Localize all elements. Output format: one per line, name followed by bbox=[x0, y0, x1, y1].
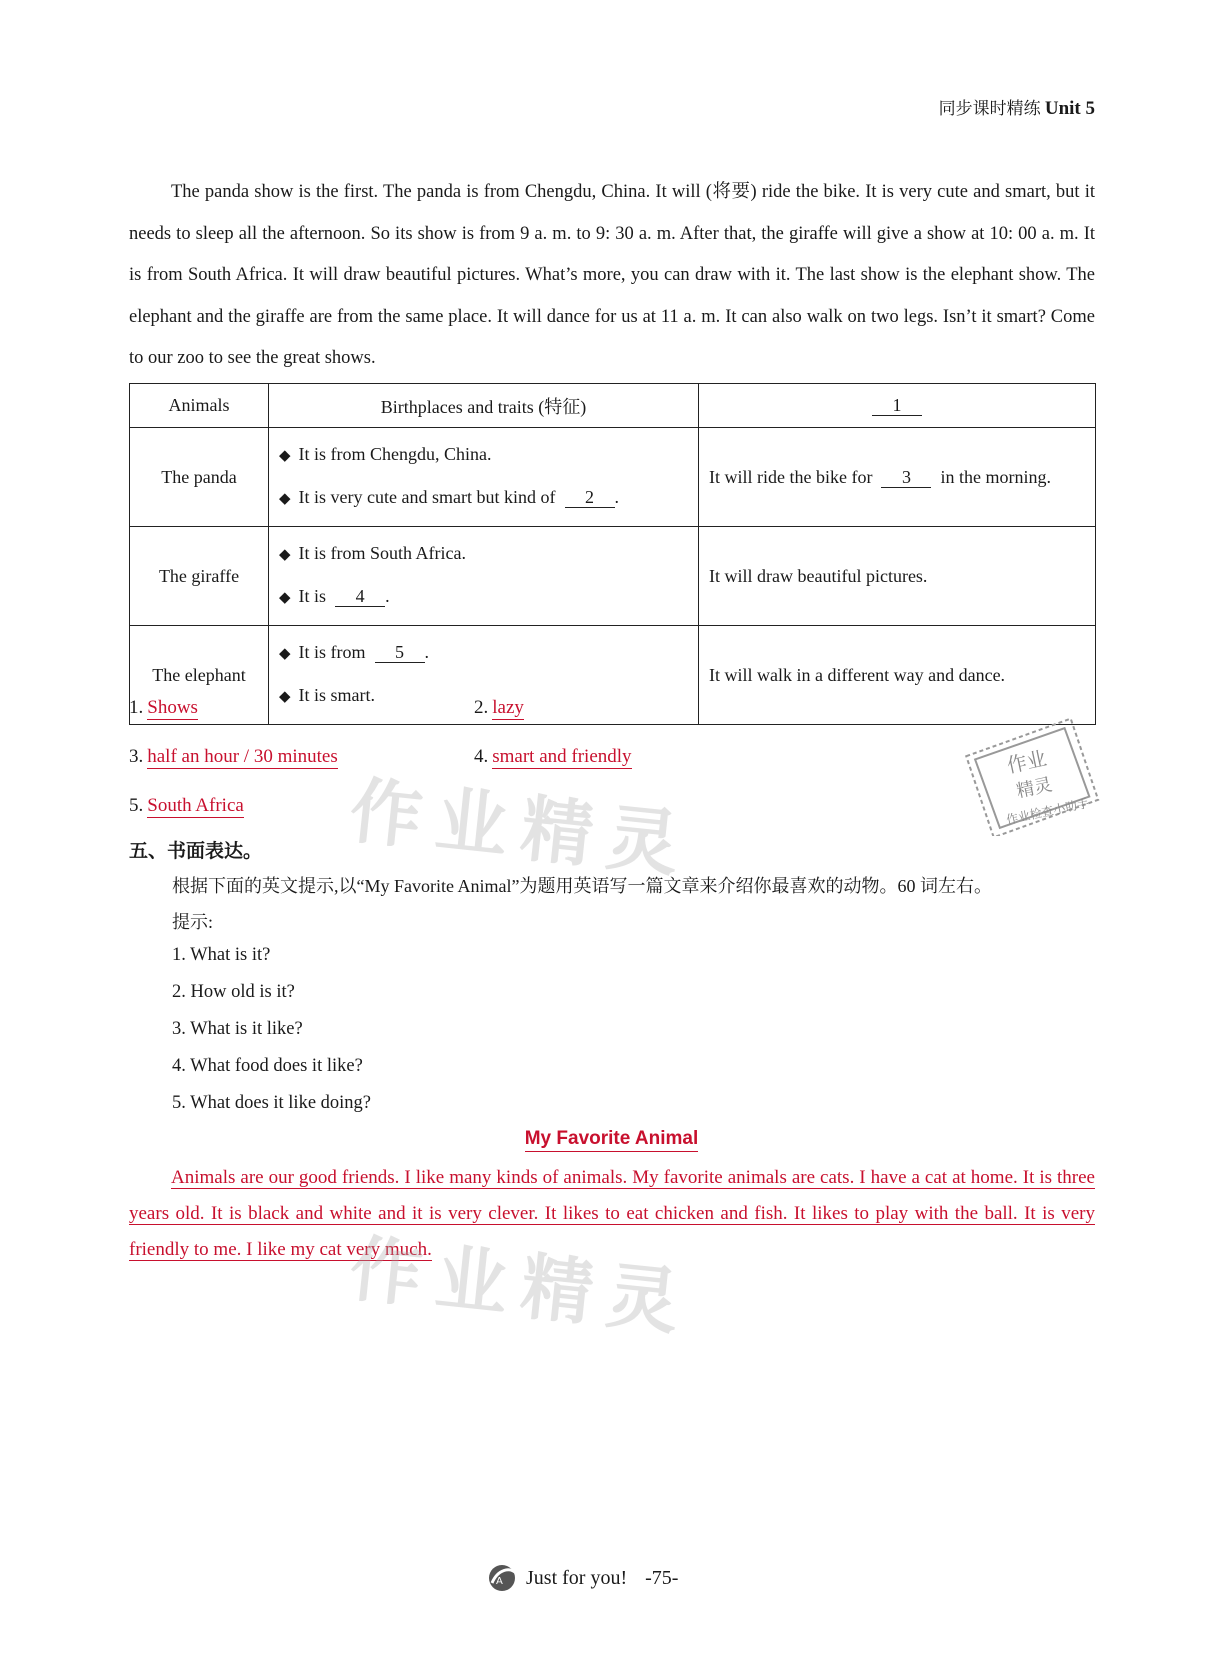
header-blank-1 bbox=[699, 384, 1096, 428]
hint-question: 4. What food does it like? bbox=[172, 1056, 363, 1076]
stamp-logo bbox=[962, 718, 1102, 836]
answer-number: 4. bbox=[474, 746, 489, 767]
animal-cell: The giraffe bbox=[130, 527, 269, 626]
trait-text: It is very cute and smart but kind of bbox=[298, 487, 556, 507]
stamp-text-3: 作业检查小助手 bbox=[1004, 795, 1091, 828]
blank-5: 5 bbox=[375, 642, 425, 663]
diamond-bullet-icon: ◆ bbox=[279, 491, 291, 507]
hint-question: 2. How old is it? bbox=[172, 982, 295, 1002]
diamond-bullet-icon: ◆ bbox=[279, 448, 291, 464]
answer-number: 1. bbox=[129, 697, 144, 718]
answer-number: 3. bbox=[129, 746, 144, 767]
footer-logo-icon bbox=[484, 1563, 520, 1593]
hint-label: 提示: bbox=[172, 912, 214, 932]
header-animals: Animals bbox=[130, 384, 269, 428]
hint-question: 1. What is it? bbox=[172, 945, 271, 965]
answer-4 bbox=[474, 746, 632, 768]
animal-cell: The panda bbox=[130, 428, 269, 527]
page-number: -75- bbox=[645, 1566, 679, 1589]
traits-cell bbox=[269, 428, 699, 527]
trait-punct: . bbox=[385, 586, 390, 606]
stamp-text-2: 精灵 bbox=[1014, 774, 1055, 803]
trait-text: It is from South Africa. bbox=[298, 543, 467, 563]
answer-text: smart and friendly bbox=[492, 746, 632, 767]
watermark: 作业精灵 bbox=[345, 1226, 697, 1346]
trait-text: It is from Chengdu, China. bbox=[298, 444, 492, 464]
writing-instruction: 根据下面的英文提示,以“My Favorite Animal”为题用英语写一篇文章来介绍你最喜欢的动物。60 词左右。 bbox=[172, 876, 992, 896]
answer-text: South Africa bbox=[147, 795, 244, 816]
action-cell: It will draw beautiful pictures. bbox=[699, 527, 1096, 626]
stamp-text-1: 作业 bbox=[1004, 745, 1049, 778]
header-traits: Birthplaces and traits (特征) bbox=[269, 384, 699, 428]
essay-title-text: My Favorite Animal bbox=[525, 1128, 699, 1152]
page-header bbox=[939, 94, 1095, 120]
svg-text:A: A bbox=[496, 1576, 503, 1587]
action-text: in the morning. bbox=[940, 466, 1051, 487]
answer-2 bbox=[474, 697, 524, 719]
trait-text: It is smart. bbox=[298, 685, 376, 705]
hint-question: 3. What is it like? bbox=[172, 1019, 303, 1039]
action-cell: It will walk in a different way and dance. bbox=[699, 626, 1096, 725]
table-header-row bbox=[130, 384, 1096, 428]
diamond-bullet-icon: ◆ bbox=[279, 689, 291, 705]
traits-cell bbox=[269, 527, 699, 626]
trait-punct: . bbox=[424, 642, 430, 662]
footer-slogan: Just for you! bbox=[526, 1566, 628, 1589]
trait-text: It is bbox=[298, 586, 327, 606]
info-table bbox=[129, 383, 1096, 725]
section-title: 五、书面表达。 bbox=[129, 840, 263, 862]
answer-number: 5. bbox=[129, 795, 144, 816]
diamond-bullet-icon: ◆ bbox=[279, 590, 291, 606]
blank-3: 3 bbox=[881, 467, 931, 488]
answer-1 bbox=[129, 697, 198, 719]
hint-question: 5. What does it like doing? bbox=[172, 1093, 372, 1113]
table-row bbox=[130, 428, 1096, 527]
answer-5 bbox=[129, 795, 244, 817]
passage-text: The panda show is the first. The panda is from Chengdu, China. It will (将要) ride the bike. It is very cute and smart, but it needs to sleep all the afternoon. So its show is from 9 a. m. to 9: 30 a. m. After that, the giraffe will give a show at 10: 00 a. m. It is from South Africa. It will draw beautiful pictures. What’s more, you can draw with it. The last show is the elephant show. The elephant and the giraffe are from the same place. It will dance for us at 11 a. m. It can also walk on two legs. Isn’t it smart? Come to our zoo to see the great shows. bbox=[129, 182, 1095, 368]
answer-number: 2. bbox=[474, 697, 489, 718]
action-cell bbox=[699, 428, 1096, 527]
diamond-bullet-icon: ◆ bbox=[279, 646, 291, 662]
page-footer bbox=[484, 1563, 678, 1593]
reading-passage bbox=[129, 172, 1095, 380]
blank-2: 2 bbox=[565, 487, 615, 508]
trait-punct: . bbox=[614, 487, 619, 507]
table-row bbox=[130, 527, 1096, 626]
unit-label: Unit 5 bbox=[1044, 98, 1095, 119]
answer-text: lazy bbox=[492, 697, 524, 718]
table-row bbox=[130, 626, 1096, 725]
blank-4: 4 bbox=[335, 586, 385, 607]
answer-3 bbox=[129, 746, 338, 768]
diamond-bullet-icon: ◆ bbox=[279, 547, 291, 563]
answer-text: half an hour / 30 minutes bbox=[147, 746, 338, 767]
answer-text: Shows bbox=[147, 697, 198, 718]
animal-cell: The elephant bbox=[130, 626, 269, 725]
action-text: It will ride the bike for bbox=[709, 466, 873, 487]
essay-title bbox=[0, 1128, 1223, 1150]
watermark: 作业精灵 bbox=[345, 768, 697, 888]
blank-1: 1 bbox=[872, 395, 922, 416]
trait-text: It is from bbox=[298, 642, 366, 662]
series-title: 同步课时精练 bbox=[938, 99, 1041, 118]
essay-text: Animals are our good friends. I like many kinds of animals. My favorite animals are cats. I have a cat at home. It is three years old. It is black and white and it is very clever. It likes to eat chicken and fish. It likes to play with the ball. It is very friendly to me. I like my cat very much. bbox=[129, 1167, 1095, 1260]
